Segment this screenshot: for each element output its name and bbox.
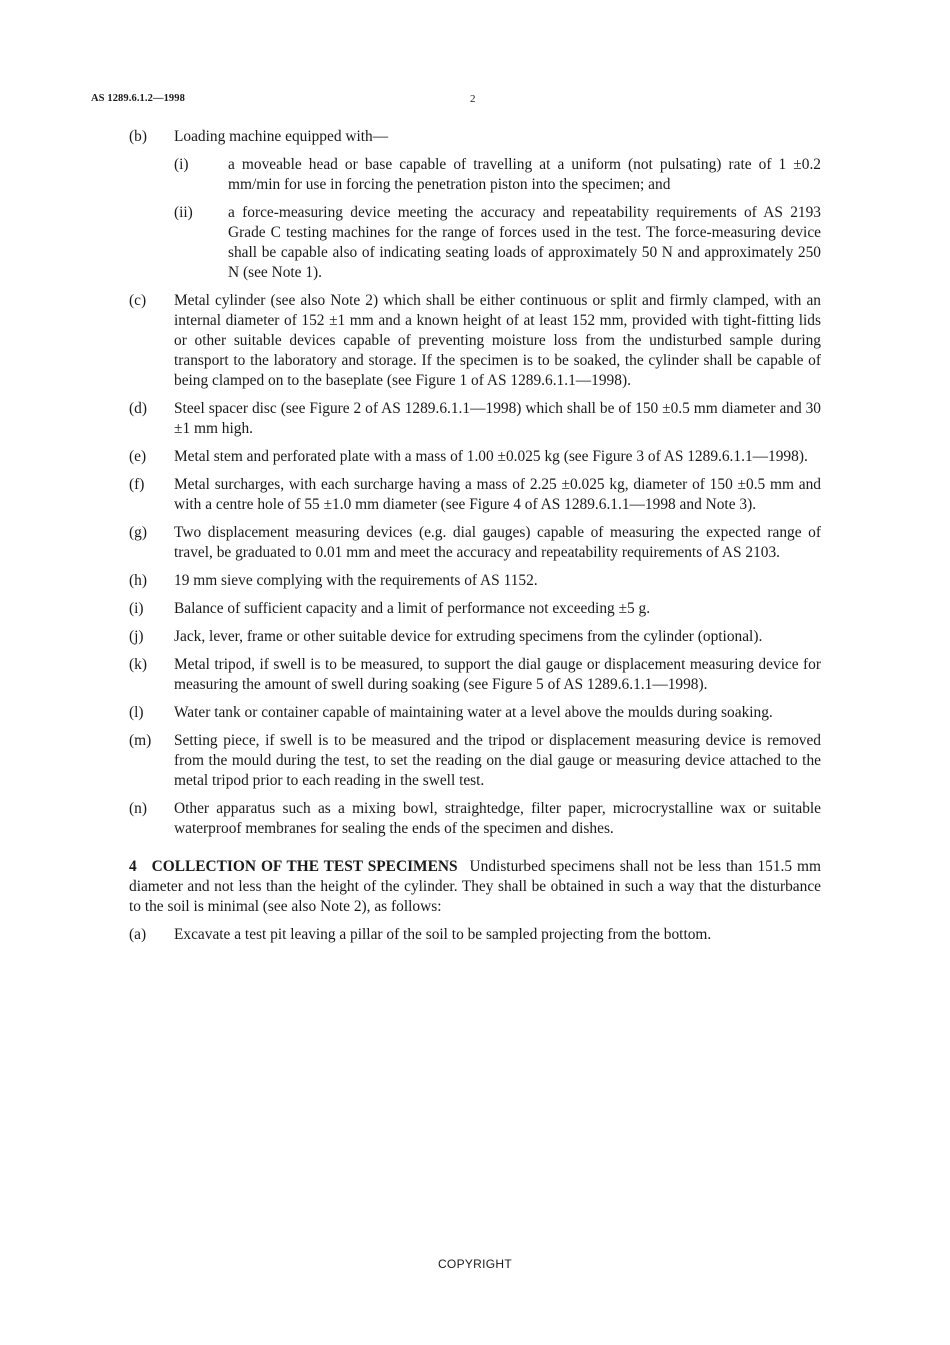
list-item-l (129, 703, 821, 723)
document-body (129, 127, 821, 953)
item-text: Steel spacer disc (see Figure 2 of AS 1289.6.1.1—1998) which shall be of 150 ±0.5 mm diameter and 30 ±1 mm high. (174, 400, 821, 437)
item-label: (k) (129, 656, 147, 673)
item-text: Other apparatus such as a mixing bowl, straightedge, filter paper, microcrystalline wax or suitable waterproof membranes for sealing the ends of the specimen and dishes. (174, 800, 821, 837)
subitem-label: (i) (174, 156, 189, 173)
item-label: (f) (129, 476, 145, 493)
item-text: Setting piece, if swell is to be measured and the tripod or displacement measuring device is removed from the mould during the test, to set the reading on the dial gauge or measuring device attached to the metal tripod prior to each reading in the swell test. (174, 732, 821, 789)
item-label: (c) (129, 292, 147, 309)
item-label: (e) (129, 448, 147, 465)
list-item-e (129, 447, 821, 467)
item-text: Water tank or container capable of maintaining water at a level above the moulds during soaking. (174, 704, 773, 721)
list-item-c (129, 291, 821, 391)
item-text: Balance of sufficient capacity and a limit of performance not exceeding ±5 g. (174, 600, 651, 617)
item-text: Metal tripod, if swell is to be measured, to support the dial gauge or displacement measuring device for measuring the amount of swell during soaking (see Figure 5 of AS 1289.6.1.1—1998). (174, 656, 821, 693)
item-text: Metal stem and perforated plate with a mass of 1.00 ±0.025 kg (see Figure 3 of AS 1289.6.1.1—1998). (174, 448, 808, 465)
item-text: Metal surcharges, with each surcharge having a mass of 2.25 ±0.025 kg, diameter of 150 ±0.5 mm and with a centre hole of 55 ±1.0 mm diameter (see Figure 4 of AS 1289.6.1.1—1998 and Note 3). (174, 476, 821, 513)
item-label: (h) (129, 572, 147, 589)
page-number: 2 (470, 93, 476, 105)
list-item-g (129, 523, 821, 563)
list-item-m (129, 731, 821, 791)
clause-4-item-a (129, 925, 821, 945)
copyright-footer: COPYRIGHT (437, 1257, 513, 1271)
sublist (174, 155, 821, 283)
sublist-item-i (174, 155, 821, 195)
item-label: (n) (129, 800, 147, 817)
list-item-d (129, 399, 821, 439)
list-item-b (129, 127, 821, 283)
list-item-n (129, 799, 821, 839)
item-label: (g) (129, 524, 147, 541)
list-item-k (129, 655, 821, 695)
item-label: (m) (129, 732, 152, 749)
list-item-j (129, 627, 821, 647)
clause-heading: 4 COLLECTION OF THE TEST SPECIMENS (129, 858, 458, 875)
clause-4 (129, 857, 821, 917)
item-label: (d) (129, 400, 147, 417)
list-item-f (129, 475, 821, 515)
item-text: Jack, lever, frame or other suitable device for extruding specimens from the cylinder (optional). (174, 628, 763, 645)
subitem-label: (ii) (174, 204, 193, 221)
item-label: (j) (129, 628, 144, 645)
item-text: Metal cylinder (see also Note 2) which shall be either continuous or split and firmly clamped, with an internal diameter of 152 ±1 mm and a known height of at least 152 mm, provided with tight-fitting lids or other suitable devices capable of preventing moisture loss from the undisturbed sample during transport to the laboratory and storage. If the specimen is to be soaked, the cylinder shall be capable of being clamped on to the baseplate (see Figure 1 of AS 1289.6.1.1—1998). (174, 292, 821, 389)
item-label: (l) (129, 704, 144, 721)
subitem-text: a force-measuring device meeting the accuracy and repeatability requirements of AS 2193 Grade C testing machines for the range of forces used in the test. The force-measuring device shall be capable also of indicating seating loads of approximately 50 N and approximately 250 N (see Note 1). (228, 204, 821, 281)
item-label: (b) (129, 128, 147, 145)
item-text: Excavate a test pit leaving a pillar of the soil to be sampled projecting from the bottom. (174, 926, 712, 943)
sublist-item-ii (174, 203, 821, 283)
clause-text: Undisturbed specimens shall not be less than 151.5 mm diameter and not less than the height of the cylinder. They shall be obtained in such a way that the disturbance to the soil is minimal (see also Note 2), as follows: (129, 858, 821, 915)
item-text: 19 mm sieve complying with the requirements of AS 1152. (174, 572, 538, 589)
standard-code: AS 1289.6.1.2—1998 (91, 93, 185, 104)
subitem-text: a moveable head or base capable of travelling at a uniform (not pulsating) rate of 1 ±0.2 mm/min for use in forcing the penetration piston into the specimen; and (228, 156, 821, 193)
item-text: Two displacement measuring devices (e.g. dial gauges) capable of measuring the expected range of travel, be graduated to 0.01 mm and meet the accuracy and repeatability requirements of AS 2103. (174, 524, 821, 561)
item-label: (a) (129, 926, 147, 943)
list-item-i (129, 599, 821, 619)
item-label: (i) (129, 600, 144, 617)
list-item-h (129, 571, 821, 591)
item-text: Loading machine equipped with— (174, 128, 389, 145)
